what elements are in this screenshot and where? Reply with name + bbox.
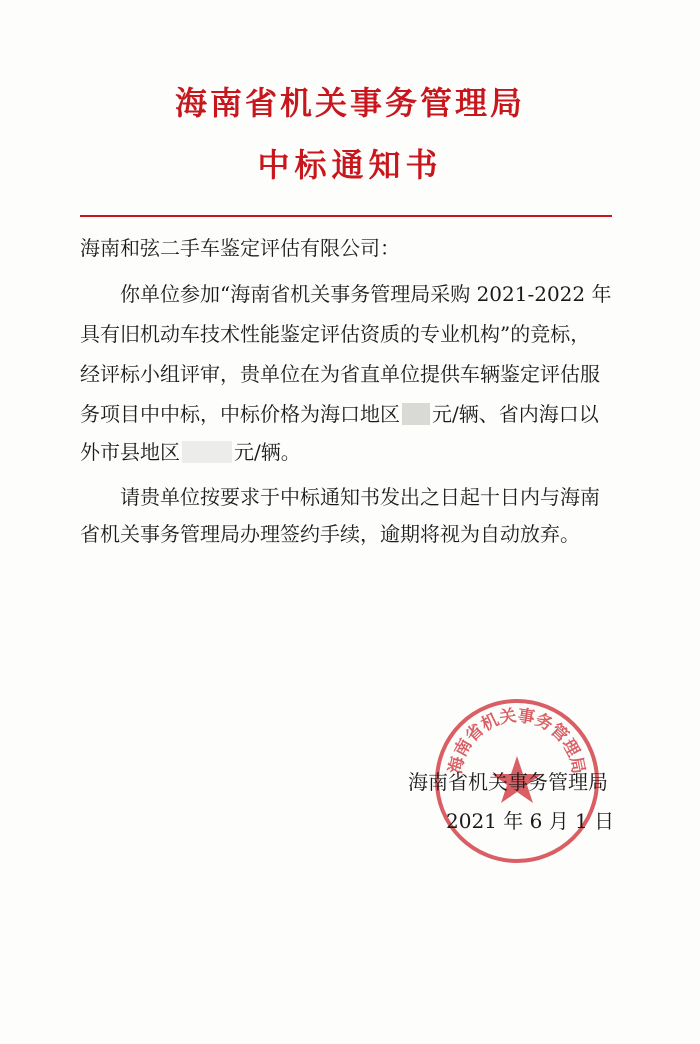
redacted-price-other-cities [182, 441, 232, 463]
document-title: 海南省机关事务管理局 [174, 84, 525, 122]
paragraph-1-line-1: 你单位参加“海南省机关事务管理局采购 2021-2022 年 [120, 282, 612, 306]
red-divider-line [80, 215, 612, 217]
paragraph-2-line-1: 请贵单位按要求于中标通知书发出之日起十日内与海南 [120, 485, 600, 509]
paragraph-2-line-2: 省机关事务管理局办理签约手续，逾期将视为自动放弃。 [80, 522, 580, 546]
seal-text: 海南省机关事务管理局 [445, 705, 589, 776]
price-text-haikou: 务项目中中标，中标价格为海口地区 [80, 402, 400, 426]
price-unit-text-2: 元/辆。 [234, 440, 301, 464]
paragraph-1-line-3: 经评标小组评审，贵单位在为省直单位提供车辆鉴定评估服 [80, 362, 600, 386]
document-date: 2021 年 6 月 1 日 [446, 809, 615, 833]
paragraph-1-line-5 [80, 440, 301, 464]
redacted-price-haikou [402, 403, 430, 425]
paragraph-1-line-2: 具有旧机动车技术性能鉴定评估资质的专业机构”的竞标， [80, 322, 591, 346]
salutation: 海南和弦二手车鉴定评估有限公司： [80, 236, 400, 260]
signer-organization: 海南省机关事务管理局 [408, 770, 608, 794]
document-subtitle: 中标通知书 [257, 146, 443, 184]
price-unit-text: 元/辆、省内海口以 [432, 402, 599, 426]
price-text-other-cities: 外市县地区 [80, 440, 180, 464]
paragraph-1-line-4 [80, 402, 599, 426]
